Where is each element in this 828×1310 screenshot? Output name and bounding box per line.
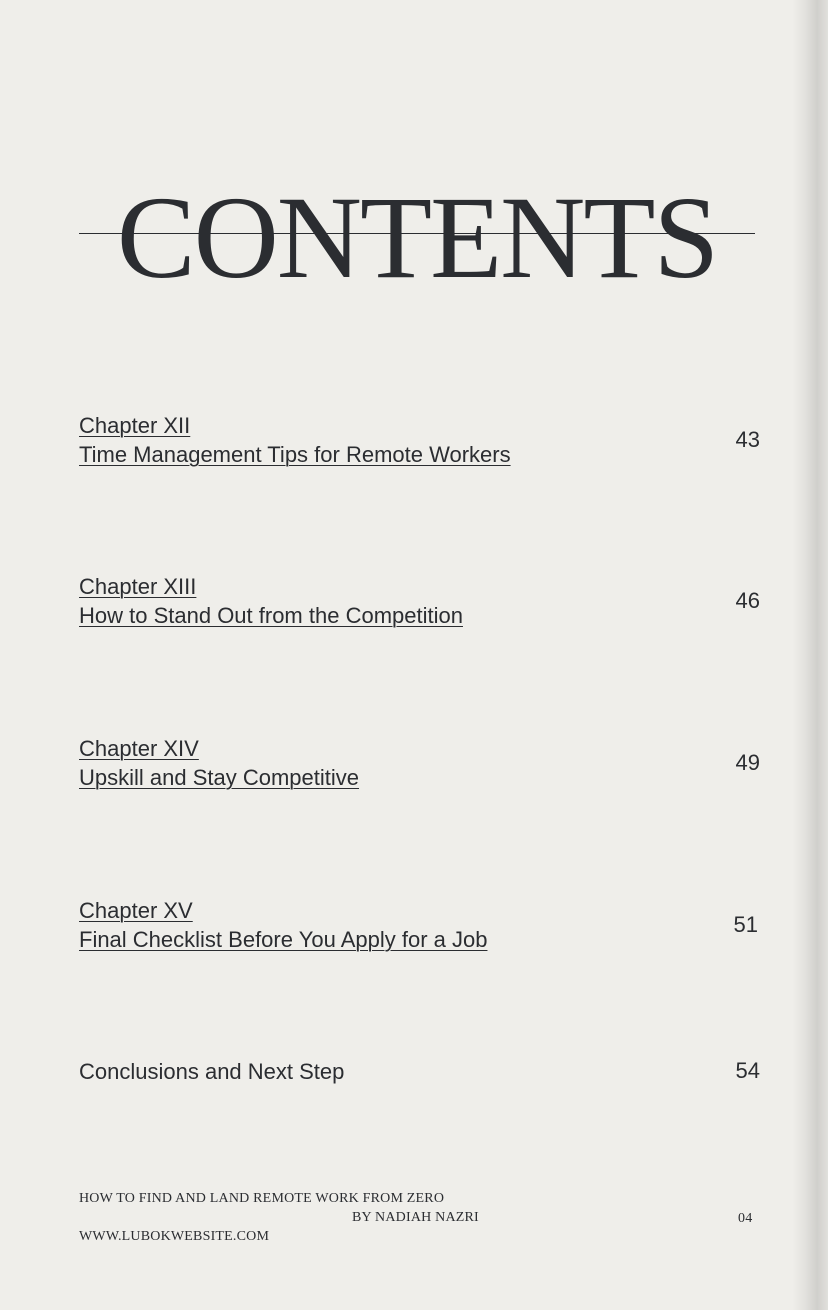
- footer-author: BY NADIAH NAZRI: [352, 1210, 479, 1225]
- toc-page-number: 46: [735, 588, 760, 613]
- toc-entry: [79, 896, 760, 960]
- toc-entry-text: [79, 572, 679, 630]
- toc-page-number: 43: [735, 427, 760, 452]
- toc-chapter-link[interactable]: Chapter XV: [79, 898, 193, 923]
- page-title: CONTENTS: [116, 172, 718, 303]
- toc-chapter-link[interactable]: Chapter XIII: [79, 574, 197, 599]
- toc-entry-text: [79, 1057, 679, 1086]
- page-edge-shadow: [792, 0, 828, 1310]
- toc-subtitle-link[interactable]: Final Checklist Before You Apply for a Job: [79, 927, 488, 952]
- toc-chapter-link[interactable]: Chapter XII: [79, 413, 191, 438]
- toc-page-number: 54: [735, 1058, 760, 1083]
- footer-book-title: HOW TO FIND AND LAND REMOTE WORK FROM ZERO: [79, 1191, 445, 1206]
- footer-website: WWW.LUBOKWEBSITE.COM: [79, 1229, 270, 1244]
- toc-page-number: 49: [735, 750, 760, 775]
- toc-subtitle-link[interactable]: How to Stand Out from the Competition: [79, 603, 463, 628]
- toc-entry-text: [79, 411, 679, 469]
- toc-subtitle-link[interactable]: Upskill and Stay Competitive: [79, 765, 360, 790]
- toc-entry-text: [79, 896, 679, 954]
- toc-entry-text: [79, 734, 679, 792]
- footer-page-number: 04: [738, 1211, 753, 1226]
- toc-page-number: 51: [733, 912, 758, 937]
- toc-chapter-link[interactable]: Chapter XIV: [79, 736, 199, 761]
- toc-entry: [79, 734, 760, 798]
- toc-entry: [79, 1057, 760, 1087]
- toc-entry: [79, 411, 760, 475]
- toc-subtitle-link[interactable]: Time Management Tips for Remote Workers: [79, 442, 511, 467]
- toc-conclusion-label: Conclusions and Next Step: [79, 1059, 345, 1084]
- toc-entry: [79, 572, 760, 636]
